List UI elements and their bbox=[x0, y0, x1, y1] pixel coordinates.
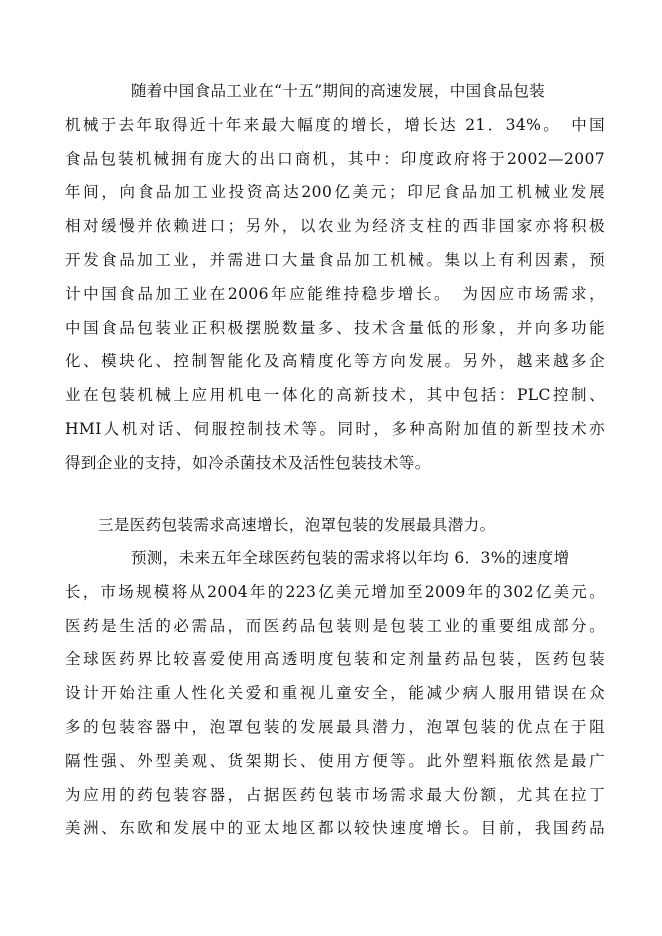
text-line: 开发食品加工业，并需进口大量食品加工机械。集以上有利因素，预 bbox=[65, 250, 605, 269]
text-line: 食品包装机械拥有庞大的出口商机，其中：印度政府将于2002—2007 bbox=[65, 149, 605, 168]
text-line: 机械于去年取得近十年来最大幅度的增长，增长达 21．34%。 中国 bbox=[65, 115, 605, 134]
text-line: 美洲、东欧和发展中的亚太地区都以较快速度增长。目前，我国药品 bbox=[65, 819, 605, 838]
text-line: 随着中国食品工业在“十五”期间的高速发展，中国食品包装 bbox=[131, 82, 546, 100]
text-line: 多的包装容器中，泡罩包装的发展最具潜力，泡罩包装的优点在于阻 bbox=[65, 717, 605, 736]
text-line: 相对缓慢并依赖进口；另外，以农业为经济支柱的西非国家亦将积极 bbox=[65, 217, 605, 236]
text-line: 年间，向食品加工业投资高达200亿美元；印尼食品加工机械业发展 bbox=[65, 183, 605, 202]
text-line: 为应用的药包装容器，占据医药包装市场需求最大份额，尤其在拉丁 bbox=[65, 785, 605, 804]
text-line: HMI人机对话、伺服控制技术等。同时，多种高附加值的新型技术亦 bbox=[65, 419, 605, 438]
heading-text: 三是医药包装需求高速增长，泡罩包装的发展最具潜力。 bbox=[98, 516, 496, 534]
text-line: 设计开始注重人性化关爱和重视儿童安全，能减少病人服用错误在众 bbox=[65, 684, 605, 703]
text-line: 全球医药界比较喜爱使用高透明度包装和定剂量药品包装，医药包装 bbox=[65, 650, 605, 669]
text-line: 预测，未来五年全球医药包装的需求将以年均 6．3%的速度增 bbox=[131, 549, 570, 567]
text-line: 医药是生活的必需品，而医药品包装则是包装工业的重要组成部分。 bbox=[65, 616, 605, 635]
text-line: 中国食品包装业正积极摆脱数量多、技术含量低的形象，并向多功能 bbox=[65, 318, 605, 337]
paragraph-food-packaging bbox=[65, 75, 605, 481]
paragraph-pharma-packaging bbox=[65, 542, 605, 846]
text-line: 得到企业的支持，如冷杀菌技术及活性包装技术等。 bbox=[65, 453, 431, 472]
text-line: 长，市场规模将从2004年的223亿美元增加至2009年的302亿美元。 bbox=[65, 582, 605, 601]
text-line: 业在包装机械上应用机电一体化的高新技术，其中包括：PLC控制、 bbox=[65, 386, 605, 405]
section-heading bbox=[65, 509, 605, 543]
text-line: 隔性强、外型美观、货架期长、使用方便等。此外塑料瓶依然是最广 bbox=[65, 751, 605, 770]
text-line: 计中国食品加工业在2006年应能维持稳步增长。 为因应市场需求， bbox=[65, 284, 605, 303]
text-line: 化、模块化、控制智能化及高精度化等方向发展。另外，越来越多企 bbox=[65, 352, 605, 371]
